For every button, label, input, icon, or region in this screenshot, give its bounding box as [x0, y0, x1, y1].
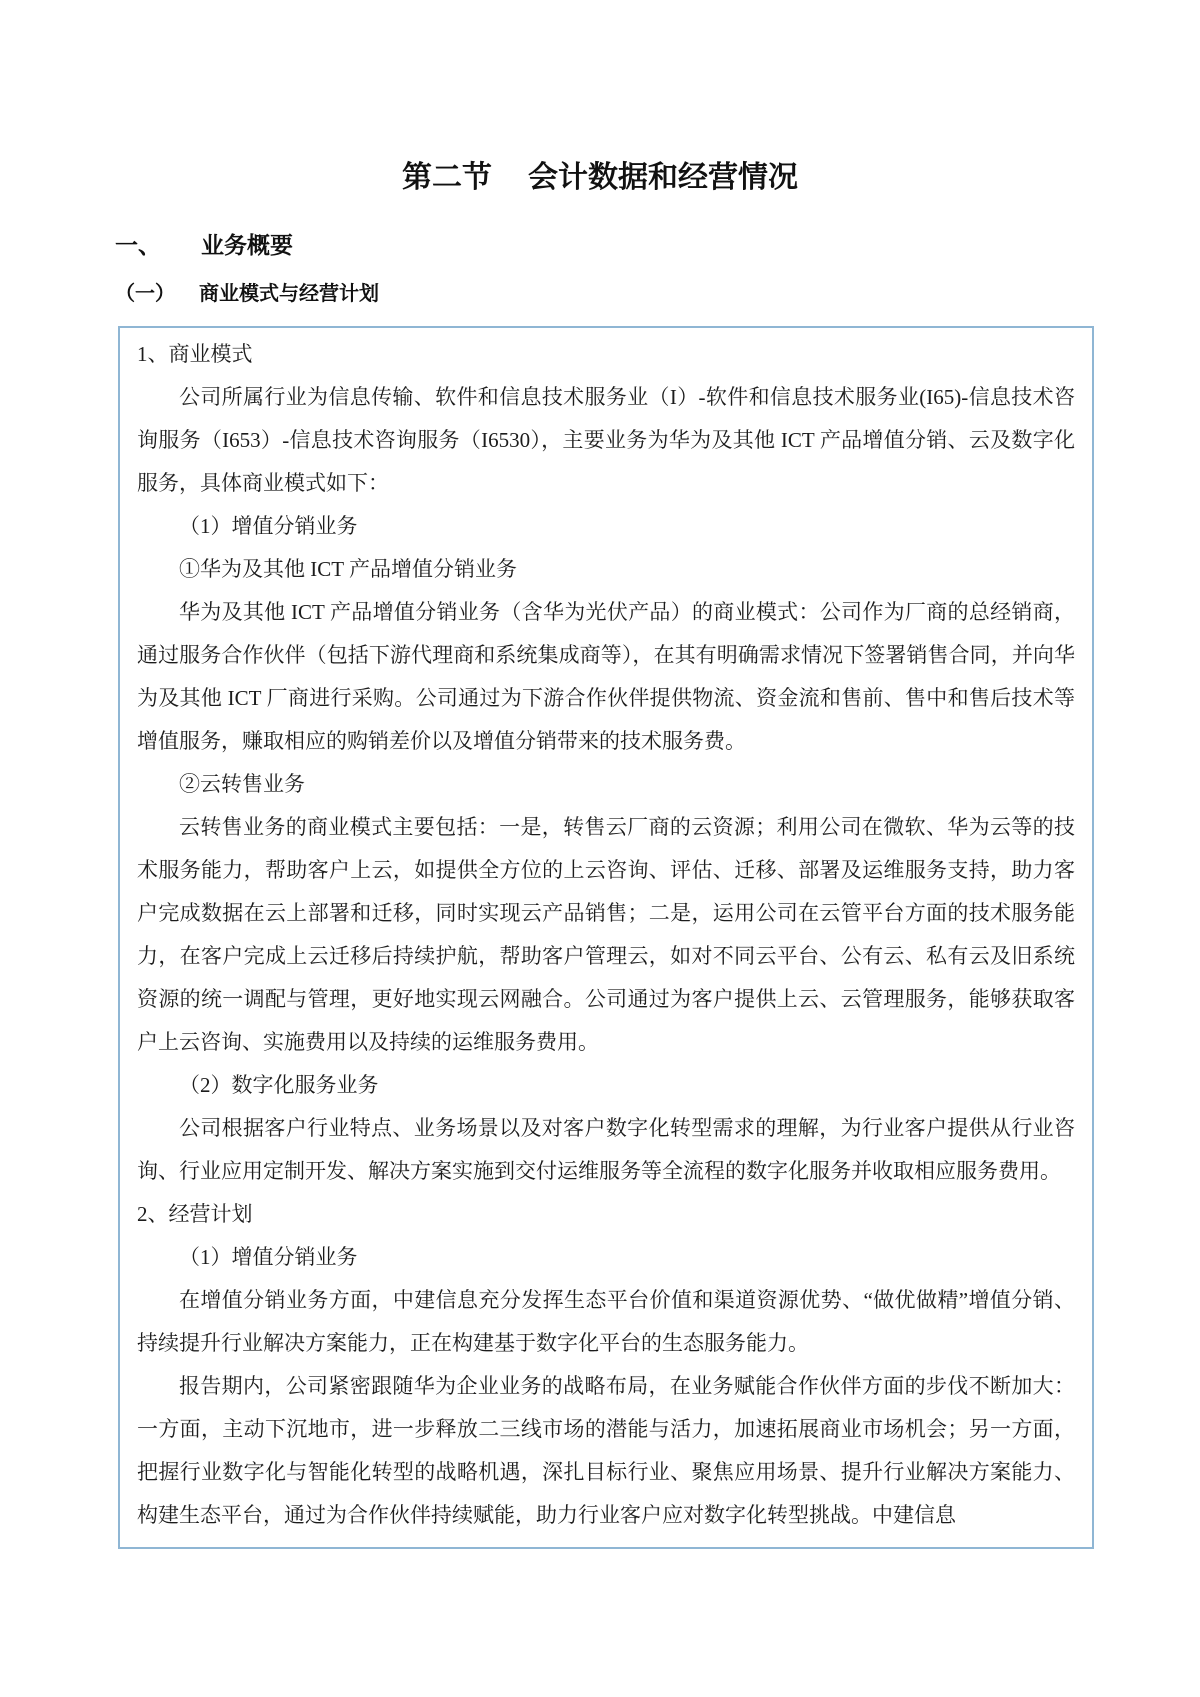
paragraph-plan-vad-subheading: （1）增值分销业务	[179, 1245, 358, 1269]
paragraph-cloud-resale-model: 云转售业务的商业模式主要包括：一是，转售云厂商的云资源；利用公司在微软、华为云等的技术服务能力，帮助客户上云，如提供全方位的上云咨询、评估、迁移、部署及运维服务支持，助力客户完成数据在云上部署和迁移，同时实现云产品销售；二是，运用公司在云管平台方面的技术服务能力，在客户完成上云迁移后持续护航，帮助客户管理云，如对不同云平台、公有云、私有云及旧系统资源的统一调配与管理，更好地实现云网融合。公司通过为客户提供上云、云管理服务，能够获取客户上云咨询、实施费用以及持续的运维服务费用。	[137, 815, 1075, 1054]
heading-business-model-plan	[0, 260, 1200, 308]
paragraph-digital-service-model: 公司根据客户行业特点、业务场景以及对客户数字化转型需求的理解，为行业客户提供从行业咨询、行业应用定制开发、解决方案实施到交付运维服务等全流程的数字化服务并收取相应服务费用。	[137, 1116, 1075, 1183]
paragraph-plan-vad-strategy: 在增值分销业务方面，中建信息充分发挥生态平台价值和渠道资源优势、“做优做精”增值分销、持续提升行业解决方案能力，正在构建基于数字化平台的生态服务能力。	[137, 1288, 1075, 1355]
content-box	[118, 326, 1094, 1549]
paragraph-vad-subheading: （1）增值分销业务	[179, 514, 358, 538]
paragraph-huawei-ict-subheading: ①华为及其他 ICT 产品增值分销业务	[179, 557, 517, 581]
page-title-section-number: 第二节	[402, 161, 492, 194]
paragraph-operating-plan-heading: 2、经营计划	[137, 1202, 253, 1226]
paragraph-business-model-heading: 1、商业模式	[137, 342, 253, 366]
heading-business-model-plan-number: （一）	[115, 283, 175, 305]
paragraph-plan-report-period: 报告期内，公司紧密跟随华为企业业务的战略布局，在业务赋能合作伙伴方面的步伐不断加大：一方面，主动下沉地市，进一步释放二三线市场的潜能与活力，加速拓展商业市场机会；另一方面，把握行业数字化与智能化转型的战略机遇，深扎目标行业、聚焦应用场景、提升行业解决方案能力、构建生态平台，通过为合作伙伴持续赋能，助力行业客户应对数字化转型挑战。中建信息	[137, 1374, 1075, 1527]
heading-business-model-plan-text: 商业模式与经营计划	[199, 283, 379, 305]
heading-business-summary-number: 一、	[115, 232, 161, 258]
heading-business-summary-text: 业务概要	[201, 232, 293, 258]
paragraph-huawei-ict-model: 华为及其他 ICT 产品增值分销业务（含华为光伏产品）的商业模式：公司作为厂商的总经销商，通过服务合作伙伴（包括下游代理商和系统集成商等），在其有明确需求情况下签署销售合同，并向华为及其他 ICT 厂商进行采购。公司通过为下游合作伙伴提供物流、资金流和售前、售中和售后技术等增值服务，赚取相应的购销差价以及增值分销带来的技术服务费。	[137, 600, 1075, 753]
paragraph-digital-service-subheading: （2）数字化服务业务	[179, 1073, 379, 1097]
paragraph-cloud-resale-subheading: ②云转售业务	[179, 772, 305, 796]
page-title	[0, 0, 1200, 198]
heading-business-summary	[0, 198, 1200, 260]
page-title-text: 会计数据和经营情况	[528, 161, 798, 194]
paragraph-industry-classification: 公司所属行业为信息传输、软件和信息技术服务业（I）-软件和信息技术服务业(I65)-信息技术咨询服务（I653）-信息技术咨询服务（I6530），主要业务为华为及其他 ICT 产品增值分销、云及数字化服务，具体商业模式如下：	[137, 385, 1075, 495]
